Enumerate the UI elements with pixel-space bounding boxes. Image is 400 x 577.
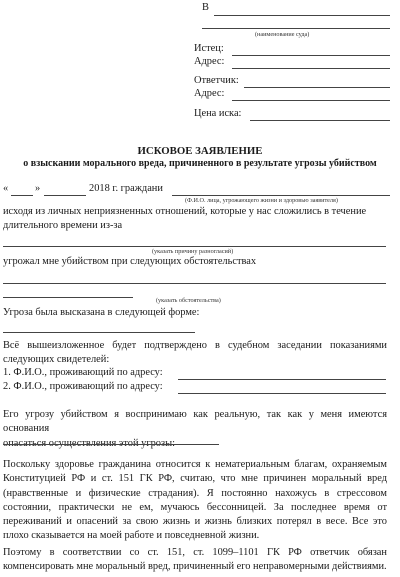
witness-1-address-line: [178, 379, 386, 380]
witness-2-address-line: [178, 393, 386, 394]
conclusion-2: компенсировать мне моральный вред, причиненный его неправомерными действиями.: [3, 561, 387, 573]
court-name-line: [214, 15, 390, 16]
plaintiff-address-line: [232, 68, 390, 69]
date-day-line: [11, 195, 33, 196]
threat-form-line: [3, 332, 195, 333]
person-caption: (Ф.И.О. лица, угрожающего жизни и здоровью заявителя): [185, 197, 338, 204]
reason-caption: (указать причину разногласий): [152, 248, 234, 255]
claim-price-label: Цена иска:: [194, 108, 242, 119]
circumstances-caption: (указать обстоятельства): [156, 297, 221, 304]
defendant-address-label: Адрес:: [194, 88, 225, 99]
witness-intro-1: Всё вышеизложенное будет подтверждено в судебном заседании показаниями: [3, 340, 387, 351]
witness-2: 2. Ф.И.О., проживающий по адресу:: [3, 381, 163, 392]
court-caption: (наименование суда): [255, 31, 310, 38]
damage-text: Поскольку здоровье гражданина относится к нематериальным благам, охраняемым Конституцией РФ и ст. 151 ГК РФ, считаю, что мне причинен моральный вред (нравственные и физические страдания). Я постоянно нахожусь в стрессовом состоянии, практически не ем, мучаюсь бессонницей. За последнее время от переживаний и опасений за свою жизнь и жизнь близких потерял в весе. Все это плохо сказывается на моей работе и повседневной жизни.: [3, 459, 387, 542]
witness-1: 1. Ф.И.О., проживающий по адресу:: [3, 367, 163, 378]
perception-2: опасаться осуществления этой угрозы:: [3, 437, 175, 449]
defendant-label: Ответчик:: [194, 75, 239, 86]
document-subtitle: о взыскании морального вреда, причиненного в результате угрозы убийством: [23, 158, 377, 169]
court-prefix: В: [202, 2, 209, 13]
motive-line-1: исходя из личных неприязненных отношений, которые у нас сложились в течение: [3, 206, 367, 217]
motive-line-2: длительного времени из-за: [3, 220, 123, 231]
witness-paragraph: [3, 339, 387, 368]
document-title: ИСКОВОЕ ЗАЯВЛЕНИЕ: [137, 145, 263, 157]
reason-line: [3, 246, 386, 247]
defendant-line: [244, 87, 390, 88]
perception-line: [3, 444, 219, 445]
date-year-text: 2018 г. граждани: [89, 183, 163, 194]
threat-form: Угроза была высказана в следующей форме:: [3, 307, 200, 318]
claim-price-line: [250, 120, 390, 121]
conclusion-paragraph: [3, 546, 387, 575]
date-month-line: [44, 195, 86, 196]
threat-intro: угрожал мне убийством при следующих обстоятельствах: [3, 256, 257, 267]
damage-paragraph: [3, 458, 387, 544]
person-name-line: [172, 195, 390, 196]
perception-1: Его угрозу убийством я воспринимаю как реальную, так как у меня имеются основания: [3, 409, 387, 435]
plaintiff-line: [232, 55, 390, 56]
court-name-line-2: [202, 28, 390, 29]
date-close-quote: »: [35, 183, 41, 194]
witness-intro-2: следующих свидетелей:: [3, 354, 110, 366]
circumstances-line-2: [3, 297, 133, 298]
plaintiff-address-label: Адрес:: [194, 56, 225, 67]
plaintiff-label: Истец:: [194, 43, 224, 54]
circumstances-line-1: [3, 283, 386, 284]
date-open-quote: «: [3, 183, 9, 194]
conclusion-1: Поэтому в соответствии со ст. 151, ст. 1099–1101 ГК РФ ответчик обязан: [3, 547, 387, 558]
defendant-address-line: [232, 100, 390, 101]
